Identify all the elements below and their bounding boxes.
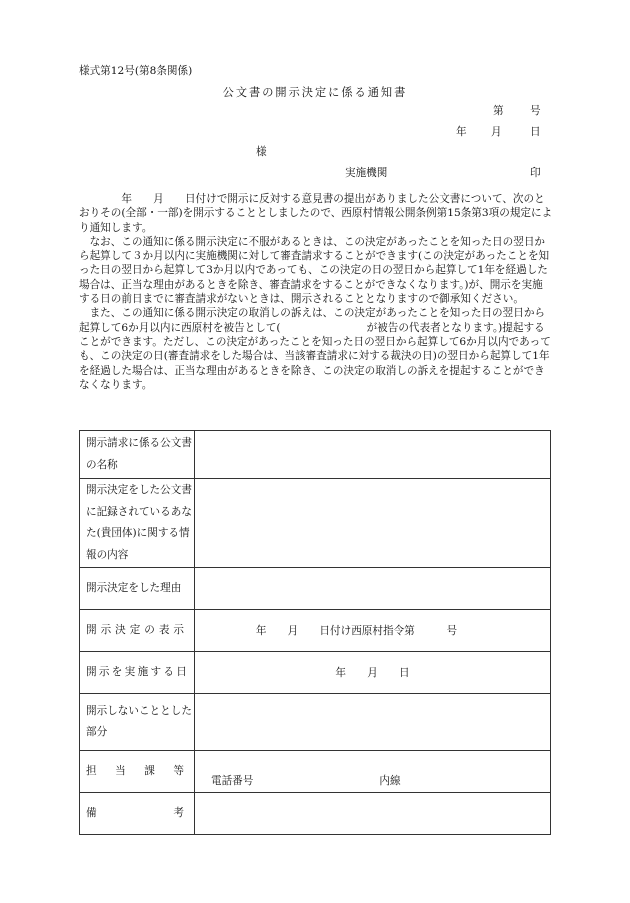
p1-text: 日付けで開示に反対する意見書の提出がありました公文書について、次のとおりその(全部・一部)を開示することとしましたので、西原村情報公開条例第15条第3項の規定により通知します。 bbox=[79, 193, 553, 234]
table-row bbox=[80, 694, 551, 751]
value-implementation-date: 年 月 日 bbox=[195, 652, 551, 694]
label-implementation-date: 開示を実施する日 bbox=[80, 652, 195, 694]
date-day: 日 bbox=[530, 126, 541, 138]
p3-text-b: が被告の代表者となります。)提起することができます。ただし、この決定があったことを知った日の翌日から起算して6か月以内であっても、この決定の日(審査請求をした場合は、当該審査請求に対する裁決の日)の翌日から起算して1年を経過した場合は、正当な理由があるときを除き、この決定の取消しの訴えを提起することができなくなります。 bbox=[79, 321, 551, 391]
value-department bbox=[195, 751, 551, 793]
document-number-go: 号 bbox=[530, 105, 541, 117]
document-number-dai: 第 bbox=[493, 105, 504, 117]
date-year: 年 bbox=[456, 126, 467, 138]
document-title: 公文書の開示決定に係る通知書 bbox=[222, 86, 408, 99]
value-document-name bbox=[195, 431, 551, 479]
table-row bbox=[80, 479, 551, 568]
phone-label: 電話番号 bbox=[211, 775, 254, 787]
label-document-name: 開示請求に係る公文書の名称 bbox=[80, 431, 195, 479]
label-reason: 開示決定をした理由 bbox=[80, 568, 195, 610]
paragraph-3 bbox=[79, 306, 553, 392]
table-row bbox=[80, 793, 551, 835]
label-department: 担 当 課 等 bbox=[80, 751, 195, 793]
notice-body bbox=[79, 192, 553, 392]
info-table bbox=[79, 430, 551, 835]
label-remarks: 備 考 bbox=[80, 793, 195, 835]
table-row bbox=[80, 751, 551, 793]
value-remarks bbox=[195, 793, 551, 835]
value-decision-display: 年 月 日付け西原村指令第 号 bbox=[195, 610, 551, 652]
implementing-agency: 実施機関 bbox=[345, 167, 388, 179]
seal-mark: 印 bbox=[530, 167, 541, 179]
table-row bbox=[80, 610, 551, 652]
date-month: 月 bbox=[491, 126, 502, 138]
label-decision-display: 開 示 決 定 の 表 示 bbox=[80, 610, 195, 652]
form-number: 様式第12号(第8条関係) bbox=[79, 65, 193, 77]
paragraph-2: なお、この通知に係る開示決定に不服があるときは、この決定があったことを知った日の翌日から起算して３か月以内に実施機関に対して審査請求することができます(この決定があったことを知った日の翌日から起算して3か月以内であっても、この決定の日の翌日から起算して1年を経過した場合は、正当な理由があるときを除き、審査請求をすることができなくなります。)が、開示を実施する日の前日までに審査請求がないときは、開示されることとなりますので御承知ください。 bbox=[79, 235, 550, 306]
p3-text-a: また、この通知に係る開示決定の取消しの訴えは、この決定があったことを知った日の翌日から起算して6か月以内に西原村を被告として( bbox=[79, 307, 546, 334]
extension-label: 内線 bbox=[379, 775, 401, 787]
label-information-content: 開示決定をした公文書に記録されているあなた(貴団体)に関する情報の内容 bbox=[80, 479, 195, 568]
value-information-content bbox=[195, 479, 551, 568]
addressee-suffix: 様 bbox=[256, 146, 267, 158]
table-row bbox=[80, 568, 551, 610]
value-reason bbox=[195, 568, 551, 610]
p1-date-blank: 年 月 bbox=[121, 193, 185, 205]
table-row bbox=[80, 431, 551, 479]
paragraph-1 bbox=[79, 192, 553, 235]
label-undisclosed-part: 開示しないこととした部分 bbox=[80, 694, 195, 751]
table-row bbox=[80, 652, 551, 694]
value-undisclosed-part bbox=[195, 694, 551, 751]
